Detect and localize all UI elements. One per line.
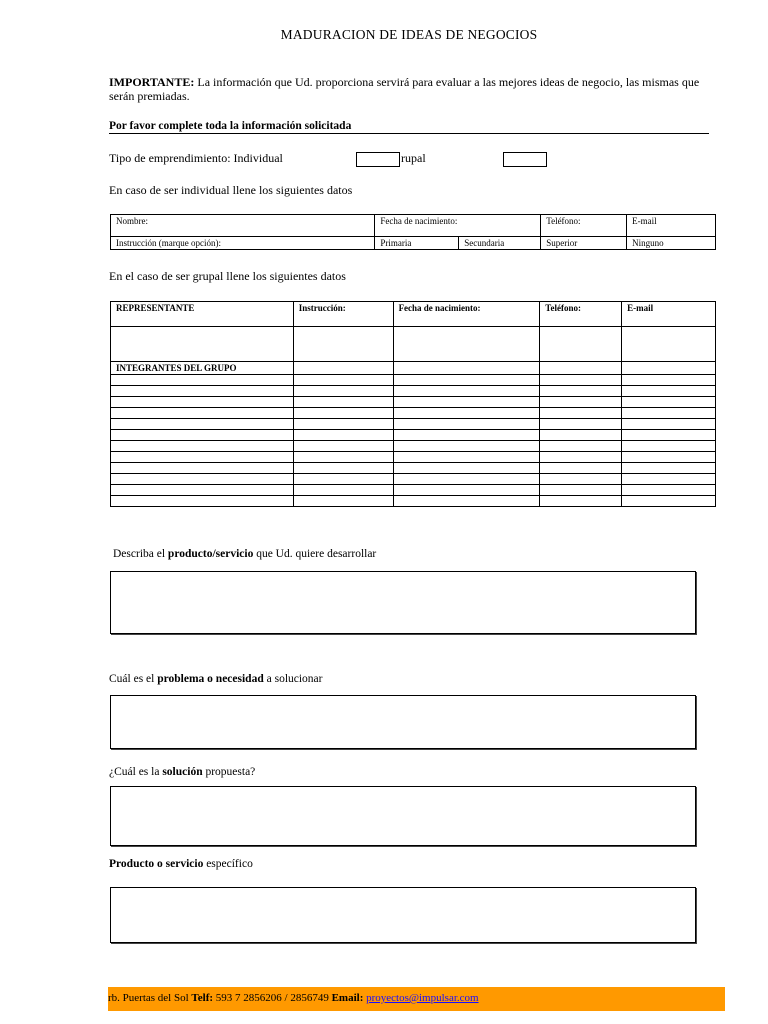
question-bold: producto/servicio	[167, 548, 254, 560]
question-problema	[109, 673, 323, 685]
individual-prompt: En caso de ser individual llene los siguientes datos	[109, 183, 353, 197]
question-text: específico	[203, 858, 253, 870]
telefono-cell[interactable]: Teléfono:	[541, 215, 627, 237]
footer-phones: 593 7 2856206 / 2856749	[213, 992, 332, 1004]
grupal-checkbox[interactable]	[503, 152, 547, 167]
intro-paragraph	[109, 75, 719, 103]
email-header: E-mail	[622, 302, 716, 327]
table-row[interactable]	[111, 408, 716, 419]
footer-address: rb. Puertas del Sol	[108, 992, 192, 1004]
question-text: Describa el	[113, 548, 168, 560]
secundaria-option[interactable]: Secundaria	[459, 237, 541, 250]
footer-email-link[interactable]: proyectos@impulsar.com	[366, 992, 479, 1004]
table-row[interactable]	[111, 419, 716, 430]
representante-row[interactable]	[111, 327, 716, 362]
table-row[interactable]	[111, 430, 716, 441]
primaria-option[interactable]: Primaria	[375, 237, 459, 250]
question-solucion	[109, 766, 255, 778]
nombre-cell[interactable]: Nombre:	[111, 215, 375, 237]
table-row[interactable]	[111, 441, 716, 452]
question-text: Cuál es el	[109, 673, 158, 685]
page-title: MADURACION DE IDEAS DE NEGOCIOS	[280, 27, 538, 42]
instruccion-header: Instrucción:	[293, 302, 393, 327]
intro-text: La información que Ud. proporciona servirá para evaluar a las mejores ideas de negocio, las mismas que serán premiadas.	[109, 75, 700, 103]
question-text: que Ud. quiere desarrollar	[253, 548, 377, 560]
solucion-textarea[interactable]	[110, 786, 696, 846]
table-cell[interactable]	[111, 327, 294, 362]
table-cell[interactable]	[540, 362, 622, 375]
grupal-prompt: En el caso de ser grupal llene los siguientes datos	[109, 269, 346, 283]
table-cell[interactable]	[293, 362, 393, 375]
table-row[interactable]	[111, 375, 716, 386]
individual-table	[110, 214, 716, 250]
footer-bar	[108, 987, 725, 1011]
question-bold: Producto o servicio	[109, 858, 204, 870]
table-row[interactable]	[111, 397, 716, 408]
producto-especifico-textarea[interactable]	[110, 887, 696, 943]
grupal-table	[110, 301, 716, 507]
question-text: a solucionar	[263, 673, 323, 685]
table-cell[interactable]	[540, 327, 622, 362]
instruccion-cell: Instrucción (marque opción):	[111, 237, 375, 250]
fecha-nacimiento-cell[interactable]: Fecha de nacimiento:	[375, 215, 541, 237]
fecha-header: Fecha de nacimiento:	[393, 302, 540, 327]
table-row[interactable]	[111, 485, 716, 496]
telefono-header: Teléfono:	[540, 302, 622, 327]
question-producto-especifico	[109, 858, 253, 870]
question-text: propuesta?	[202, 766, 256, 778]
representante-header: REPRESENTANTE	[111, 302, 294, 327]
individual-checkbox[interactable]	[356, 152, 400, 167]
table-row[interactable]	[111, 386, 716, 397]
problema-textarea[interactable]	[110, 695, 696, 749]
table-row[interactable]	[111, 452, 716, 463]
table-row[interactable]	[111, 463, 716, 474]
form-subtitle: Por favor complete toda la información solicitada	[109, 120, 709, 134]
question-producto	[113, 548, 376, 560]
table-row[interactable]	[111, 474, 716, 485]
table-cell[interactable]	[293, 327, 393, 362]
question-bold: problema o necesidad	[157, 673, 264, 685]
grupal-label: rupal	[401, 151, 426, 165]
question-bold: solución	[162, 766, 203, 778]
superior-option[interactable]: Superior	[541, 237, 627, 250]
question-text: ¿Cuál es la	[109, 766, 163, 778]
tipo-label: Tipo de emprendimiento: Individual	[109, 151, 283, 165]
footer-telf-label: Telf:	[191, 992, 214, 1004]
table-cell[interactable]	[622, 362, 716, 375]
table-row[interactable]	[111, 496, 716, 507]
producto-textarea[interactable]	[110, 571, 696, 634]
table-cell[interactable]	[393, 327, 540, 362]
email-cell[interactable]: E-mail	[627, 215, 716, 237]
table-cell[interactable]	[393, 362, 540, 375]
integrantes-header: INTEGRANTES DEL GRUPO	[111, 362, 294, 375]
intro-label: IMPORTANTE:	[109, 75, 195, 89]
ninguno-option[interactable]: Ninguno	[627, 237, 716, 250]
footer-email-label: Email:	[331, 992, 364, 1004]
table-cell[interactable]	[622, 327, 716, 362]
